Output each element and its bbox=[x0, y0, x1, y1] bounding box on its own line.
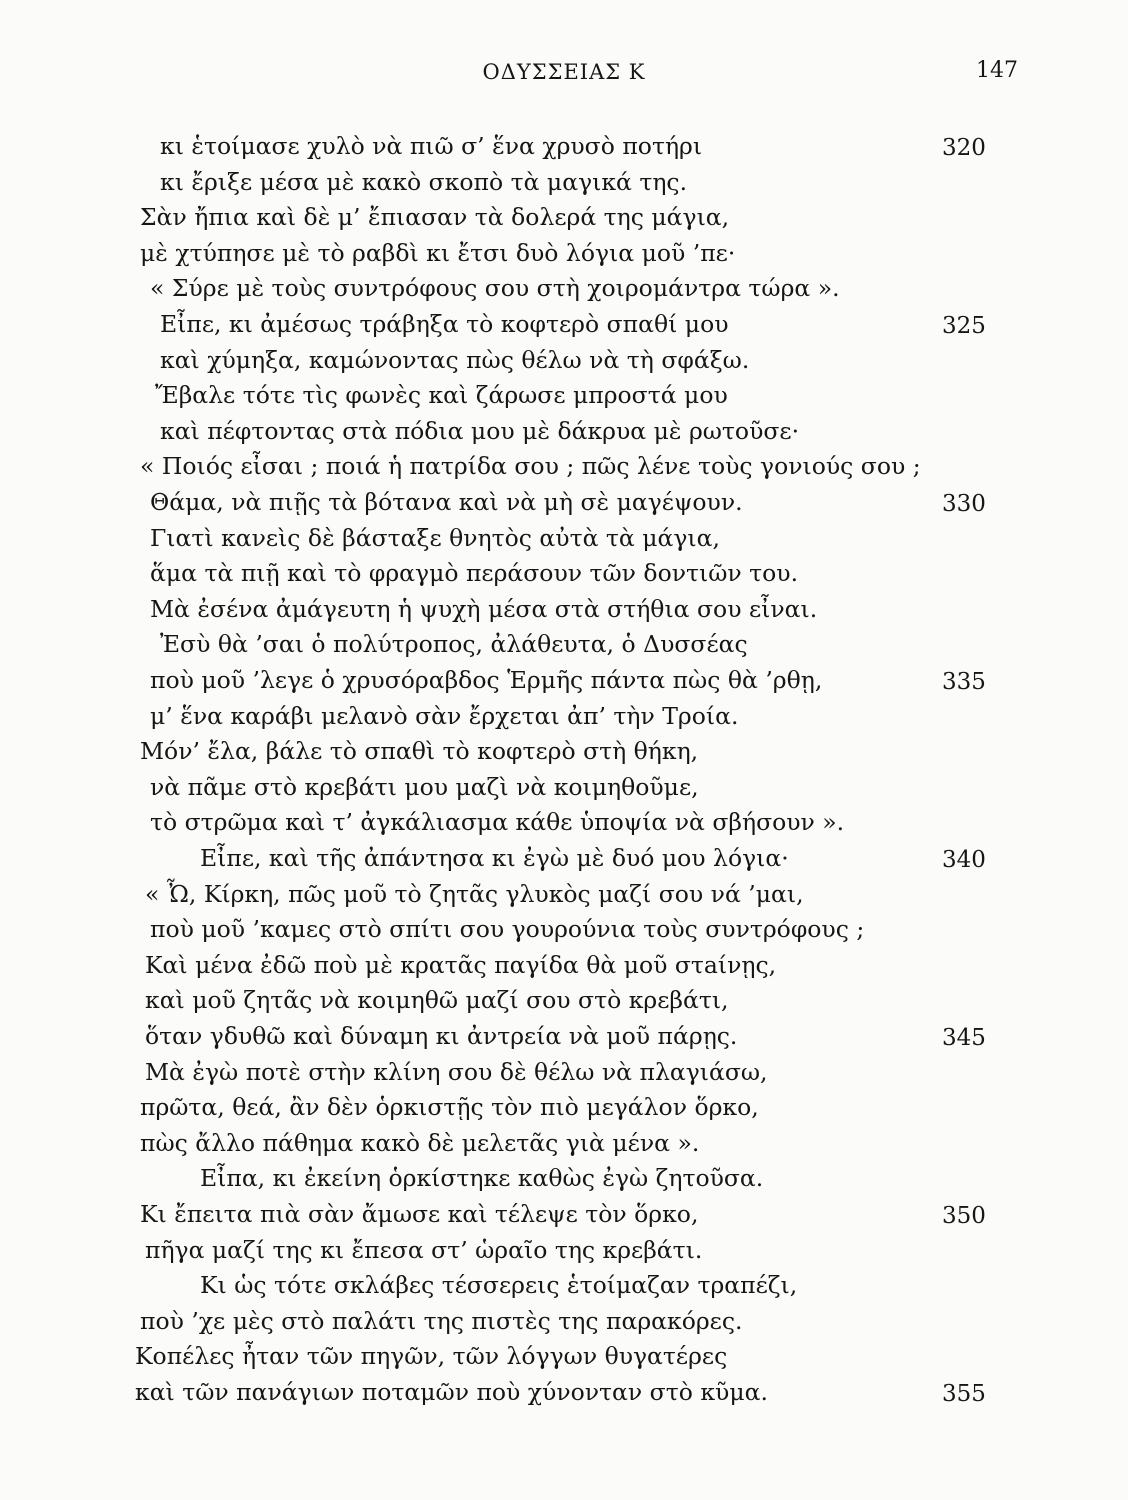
verse-line bbox=[0, 660, 1128, 700]
verse-line bbox=[0, 446, 1128, 486]
verse-text: Σὰν ἤπια καὶ δὲ μ’ ἔπιασαν τὰ δολερά της μάγια, bbox=[140, 203, 730, 232]
verse-line bbox=[0, 1301, 1128, 1341]
verse-line bbox=[0, 731, 1128, 771]
verse-text: κι ἔριξε μέσα μὲ κακὸ σκοπὸ τὰ μαγικά της. bbox=[160, 167, 688, 196]
verse-line bbox=[0, 1087, 1128, 1127]
verse-text: Γιατὶ κανεὶς δὲ βάσταξε θνητὸς αὐτὰ τὰ μάγια, bbox=[150, 523, 720, 552]
verse-line bbox=[0, 162, 1128, 202]
verse-text: Ἐσὺ θὰ ’σαι ὁ πολύτροπος, ἀλάθευτα, ὁ Δυσσέας bbox=[160, 630, 748, 659]
verse-text: ποὺ ’χε μὲς στὸ παλάτι της πιστὲς της παρακόρες. bbox=[140, 1306, 743, 1335]
verse-text: νὰ πᾶμε στὸ κρεβάτι μου μαζὶ νὰ κοιμηθοῦμε, bbox=[150, 772, 699, 801]
verse-text: Μόν’ ἔλα, βάλε τὸ σπαθὶ τὸ κοφτερὸ στὴ θήκη, bbox=[140, 737, 699, 766]
line-number: 345 bbox=[942, 1025, 986, 1051]
verse-text: ἅμα τὰ πιῇ καὶ τὸ φραγμὸ περάσουν τῶν δοντιῶν του. bbox=[150, 559, 799, 588]
verse-line bbox=[0, 126, 1128, 166]
verse-line bbox=[0, 909, 1128, 949]
verse-line bbox=[0, 802, 1128, 842]
verse-line bbox=[0, 696, 1128, 736]
verse-line bbox=[0, 589, 1128, 629]
verse-text: Εἶπε, καὶ τῆς ἀπάντησα κι ἐγὼ μὲ δυό μου λόγια· bbox=[200, 844, 789, 872]
verse-text: μ’ ἕνα καράβι μελανὸ σὰν ἔρχεται ἀπ’ τὴν Τροία. bbox=[150, 701, 739, 730]
verse-line bbox=[0, 1230, 1128, 1270]
verse-line bbox=[0, 304, 1128, 344]
verse-line bbox=[0, 945, 1128, 985]
verse-text: « Σύρε μὲ τοὺς συντρόφους σου στὴ χοιρομάντρα τώρα ». bbox=[150, 274, 840, 303]
verse-line bbox=[0, 767, 1128, 807]
line-number: 325 bbox=[942, 313, 986, 339]
verse-text: Εἶπε, κι ἀμέσως τράβηξα τὸ κοφτερὸ σπαθί μου bbox=[160, 310, 729, 338]
verse-line bbox=[0, 980, 1128, 1020]
page-number: 147 bbox=[976, 58, 1018, 83]
verse-text: Θάμα, νὰ πιῇς τὰ βότανα καὶ νὰ μὴ σὲ μαγέψουν. bbox=[150, 488, 743, 516]
line-number: 340 bbox=[942, 847, 986, 873]
verse-text: καὶ χύμηξα, καμώνοντας πὼς θέλω νὰ τὴ σφάξω. bbox=[160, 345, 750, 374]
verse-text: ποὺ μοῦ ’λεγε ὁ χρυσόραβδος Ἑρμῆς πάντα πὼς θὰ ’ρθῃ, bbox=[150, 666, 823, 694]
verse-text: Μὰ ἐσένα ἀμάγευτη ἡ ψυχὴ μέσα στὰ στήθια σου εἶναι. bbox=[150, 594, 818, 623]
verse-line bbox=[0, 375, 1128, 415]
running-title: ΟΔΥΣΣΕΙΑΣ Κ bbox=[482, 60, 646, 84]
verse-text: « Ὦ, Κίρκη, πῶς μοῦ τὸ ζητᾶς γλυκὸς μαζί σου νά ’μαι, bbox=[145, 879, 804, 908]
verse-text: Ἔβαλε τότε τὶς φωνὲς καὶ ζάρωσε μπροστά μου bbox=[155, 381, 728, 410]
verse-line bbox=[0, 1194, 1128, 1234]
verse-text: Εἶπα, κι ἐκείνη ὁρκίστηκε καθὼς ἐγὼ ζητοῦσα. bbox=[200, 1164, 764, 1193]
line-number: 320 bbox=[942, 135, 986, 161]
verse-text: καὶ μοῦ ζητᾶς νὰ κοιμηθῶ μαζί σου στὸ κρεβάτι, bbox=[145, 986, 729, 1015]
line-number: 335 bbox=[942, 669, 986, 695]
verse-text: Κι ἔπειτα πιὰ σὰν ἄμωσε καὶ τέλεψε τὸν ὅρκο, bbox=[140, 1200, 699, 1228]
verse-text: μὲ χτύπησε μὲ τὸ ραβδὶ κι ἔτσι δυὸ λόγια μοῦ ’πε· bbox=[140, 238, 736, 267]
line-number: 330 bbox=[942, 491, 986, 517]
verse-line bbox=[0, 1336, 1128, 1376]
verse-text: Κι ὡς τότε σκλάβες τέσσερεις ἑτοίμαζαν τραπέζι, bbox=[200, 1271, 798, 1300]
verse-text: τὸ στρῶμα καὶ τ’ ἀγκάλιασμα κάθε ὑποψία νὰ σβήσουν ». bbox=[150, 808, 845, 837]
verse-text: ποὺ μοῦ ’καμες στὸ σπίτι σου γουρούνια τοὺς συντρόφους ; bbox=[150, 915, 865, 944]
verse-text: « Ποιός εἶσαι ; ποιά ἡ πατρίδα σου ; πῶς λένε τοὺς γονιούς σου ; bbox=[140, 452, 921, 481]
verse-line bbox=[0, 553, 1128, 593]
verse-text: Καὶ μένα ἐδῶ ποὺ μὲ κρατᾶς παγίδα θὰ μοῦ στaίνῃς, bbox=[145, 950, 777, 979]
verse-line bbox=[0, 1265, 1128, 1305]
verse-text: πῆγα μαζί της κι ἔπεσα στ’ ὡραῖο της κρεβάτι. bbox=[145, 1235, 703, 1264]
verse-text: Μὰ ἐγὼ ποτὲ στὴν κλίνη σου δὲ θέλω νὰ πλαγιάσω, bbox=[145, 1057, 768, 1086]
verse-line bbox=[0, 233, 1128, 273]
line-number: 355 bbox=[942, 1381, 986, 1407]
verse-text: πρῶτα, θεά, ἂν δὲν ὁρκιστῇς τὸν πιὸ μεγάλον ὅρκο, bbox=[140, 1093, 759, 1122]
verse-line bbox=[0, 1372, 1128, 1412]
verse-text: ὅταν γδυθῶ καὶ δύναμη κι ἀντρεία νὰ μοῦ πάρῃς. bbox=[145, 1022, 738, 1050]
verse-line bbox=[0, 1158, 1128, 1198]
verse-line bbox=[0, 518, 1128, 558]
verse-line bbox=[0, 197, 1128, 237]
verse-line bbox=[0, 1016, 1128, 1056]
verse-text: Κοπέλες ἦταν τῶν πηγῶν, τῶν λόγγων θυγατέρες bbox=[135, 1342, 728, 1371]
verse-line bbox=[0, 624, 1128, 664]
verse-text: καὶ πέφτοντας στὰ πόδια μου μὲ δάκρυα μὲ ρωτοῦσε· bbox=[160, 416, 800, 445]
verse-line bbox=[0, 1123, 1128, 1163]
verse-line bbox=[0, 411, 1128, 451]
verse-line bbox=[0, 482, 1128, 522]
verse-line bbox=[0, 874, 1128, 914]
verse-text: καὶ τῶν πανάγιων ποταμῶν ποὺ χύνονταν στὸ κῦμα. bbox=[135, 1378, 768, 1406]
verse-line bbox=[0, 340, 1128, 380]
verse-line bbox=[0, 268, 1128, 308]
verse-text: κι ἑτοίμασε χυλὸ νὰ πιῶ σ’ ἕνα χρυσὸ ποτήρι bbox=[160, 132, 703, 160]
verse-line bbox=[0, 1052, 1128, 1092]
verse-text: πὼς ἄλλο πάθημα κακὸ δὲ μελετᾶς γιὰ μένα ». bbox=[140, 1128, 700, 1157]
line-number: 350 bbox=[942, 1203, 986, 1229]
verse-line bbox=[0, 838, 1128, 878]
